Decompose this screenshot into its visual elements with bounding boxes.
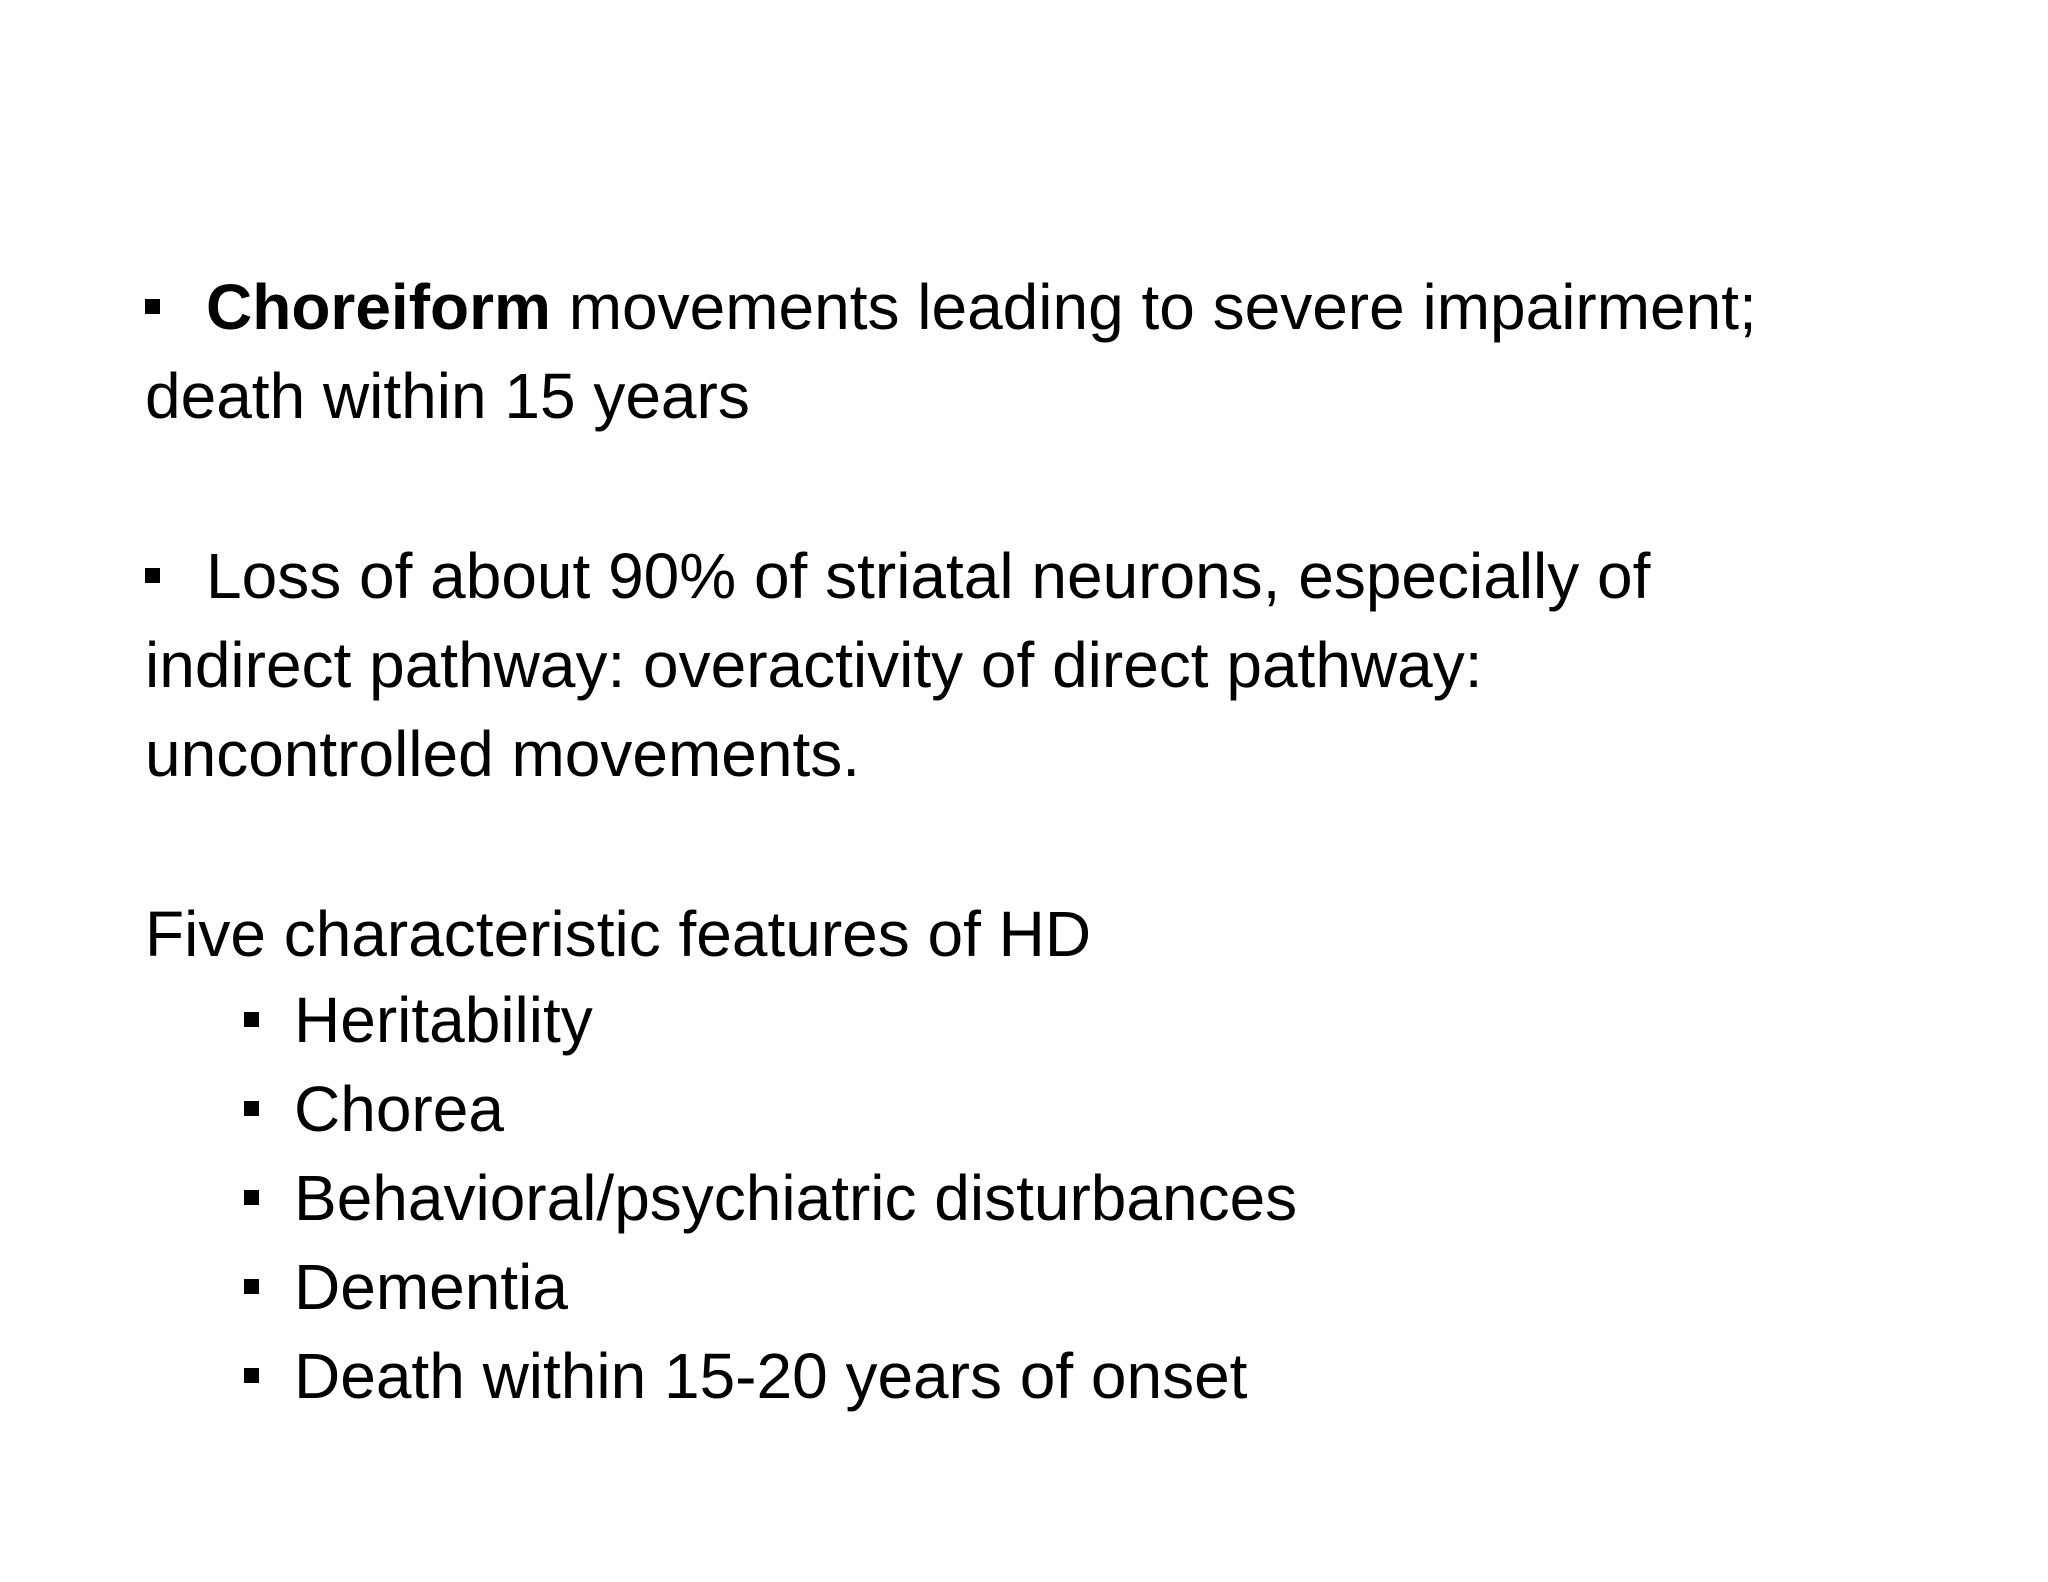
feature-label: Death within 15-20 years of onset xyxy=(294,1340,1248,1412)
square-bullet-icon xyxy=(145,299,160,314)
bullet-striatal-loss xyxy=(145,532,1945,799)
square-bullet-icon xyxy=(244,1279,259,1294)
square-bullet-icon xyxy=(244,1368,259,1383)
bullet-2-text-line-2: indirect pathway: overactivity of direct pathway: xyxy=(145,629,1483,701)
bullet-1-text-line-2: death within 15 years xyxy=(145,360,750,432)
square-bullet-icon xyxy=(244,1101,259,1116)
list-item xyxy=(244,1154,1297,1243)
square-bullet-icon xyxy=(145,568,160,583)
list-item xyxy=(244,1065,1297,1154)
square-bullet-icon xyxy=(244,1190,259,1205)
feature-label: Behavioral/psychiatric disturbances xyxy=(294,1162,1298,1234)
square-bullet-icon xyxy=(244,1012,259,1027)
feature-label: Heritability xyxy=(294,984,593,1056)
features-list xyxy=(244,976,1297,1421)
bullet-2-text-line-3: uncontrolled movements. xyxy=(145,718,861,790)
bold-term-choreiform: Choreiform xyxy=(206,271,551,343)
bullet-1-text-line-1: movements leading to severe impairment; xyxy=(550,271,1757,343)
feature-label: Chorea xyxy=(294,1073,504,1145)
list-item xyxy=(244,1332,1297,1421)
feature-label: Dementia xyxy=(294,1251,568,1323)
bullet-choreiform xyxy=(145,263,1945,441)
list-item xyxy=(244,976,1297,1065)
list-item xyxy=(244,1243,1297,1332)
bullet-2-text-line-1: Loss of about 90% of striatal neurons, especially of xyxy=(206,540,1651,612)
features-heading: Five characteristic features of HD xyxy=(145,898,1092,970)
